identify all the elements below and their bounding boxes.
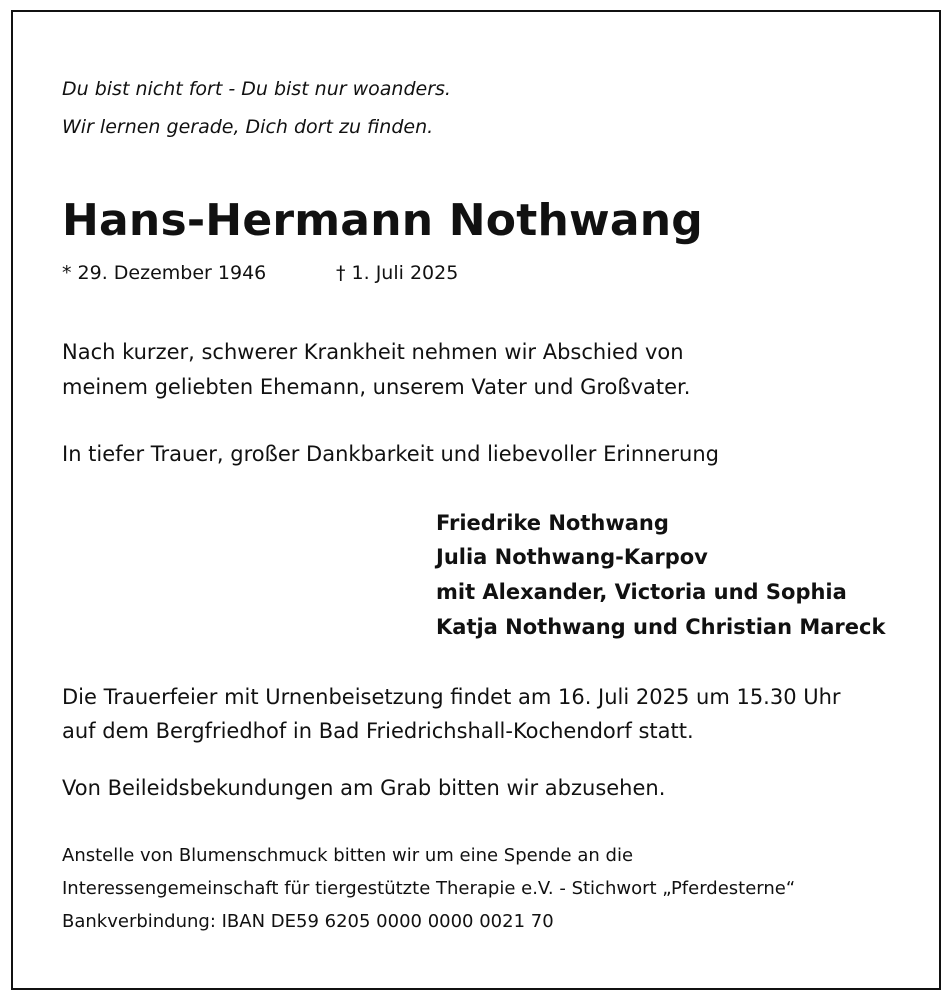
condolences-line: Von Beileidsbekundungen am Grab bitten wir abzusehen.	[62, 776, 666, 800]
mourning-line: In tiefer Trauer, großer Dankbarkeit und liebevoller Erinnerung	[62, 442, 719, 466]
family-member: Katja Nothwang und Christian Mareck	[436, 615, 886, 639]
donation-line-2: Interessengemeinschaft für tiergestützte Therapie e.V. - Stichwort „Pferdesterne“	[62, 878, 796, 899]
deceased-name: Hans-Hermann Nothwang	[62, 195, 703, 246]
family-member: Julia Nothwang-Karpov	[436, 545, 708, 569]
motto-line-1: Du bist nicht fort - Du bist nur woanders.	[62, 78, 451, 100]
family-member: mit Alexander, Victoria und Sophia	[436, 580, 847, 604]
announcement-line-2: meinem geliebten Ehemann, unserem Vater und Großvater.	[62, 375, 691, 399]
notice-border	[11, 10, 941, 990]
birth-date: * 29. Dezember 1946	[62, 262, 267, 284]
funeral-line-2: auf dem Bergfriedhof in Bad Friedrichshall-Kochendorf statt.	[62, 719, 694, 743]
funeral-line-1: Die Trauerfeier mit Urnenbeisetzung findet am 16. Juli 2025 um 15.30 Uhr	[62, 685, 841, 709]
bank-details: Bankverbindung: IBAN DE59 6205 0000 0000 0021 70	[62, 911, 554, 932]
family-member: Friedrike Nothwang	[436, 511, 669, 535]
donation-line-1: Anstelle von Blumenschmuck bitten wir um eine Spende an die	[62, 845, 634, 866]
motto-line-2: Wir lernen gerade, Dich dort zu finden.	[62, 116, 434, 138]
announcement-line-1: Nach kurzer, schwerer Krankheit nehmen wir Abschied von	[62, 340, 684, 364]
death-date: † 1. Juli 2025	[336, 262, 459, 284]
